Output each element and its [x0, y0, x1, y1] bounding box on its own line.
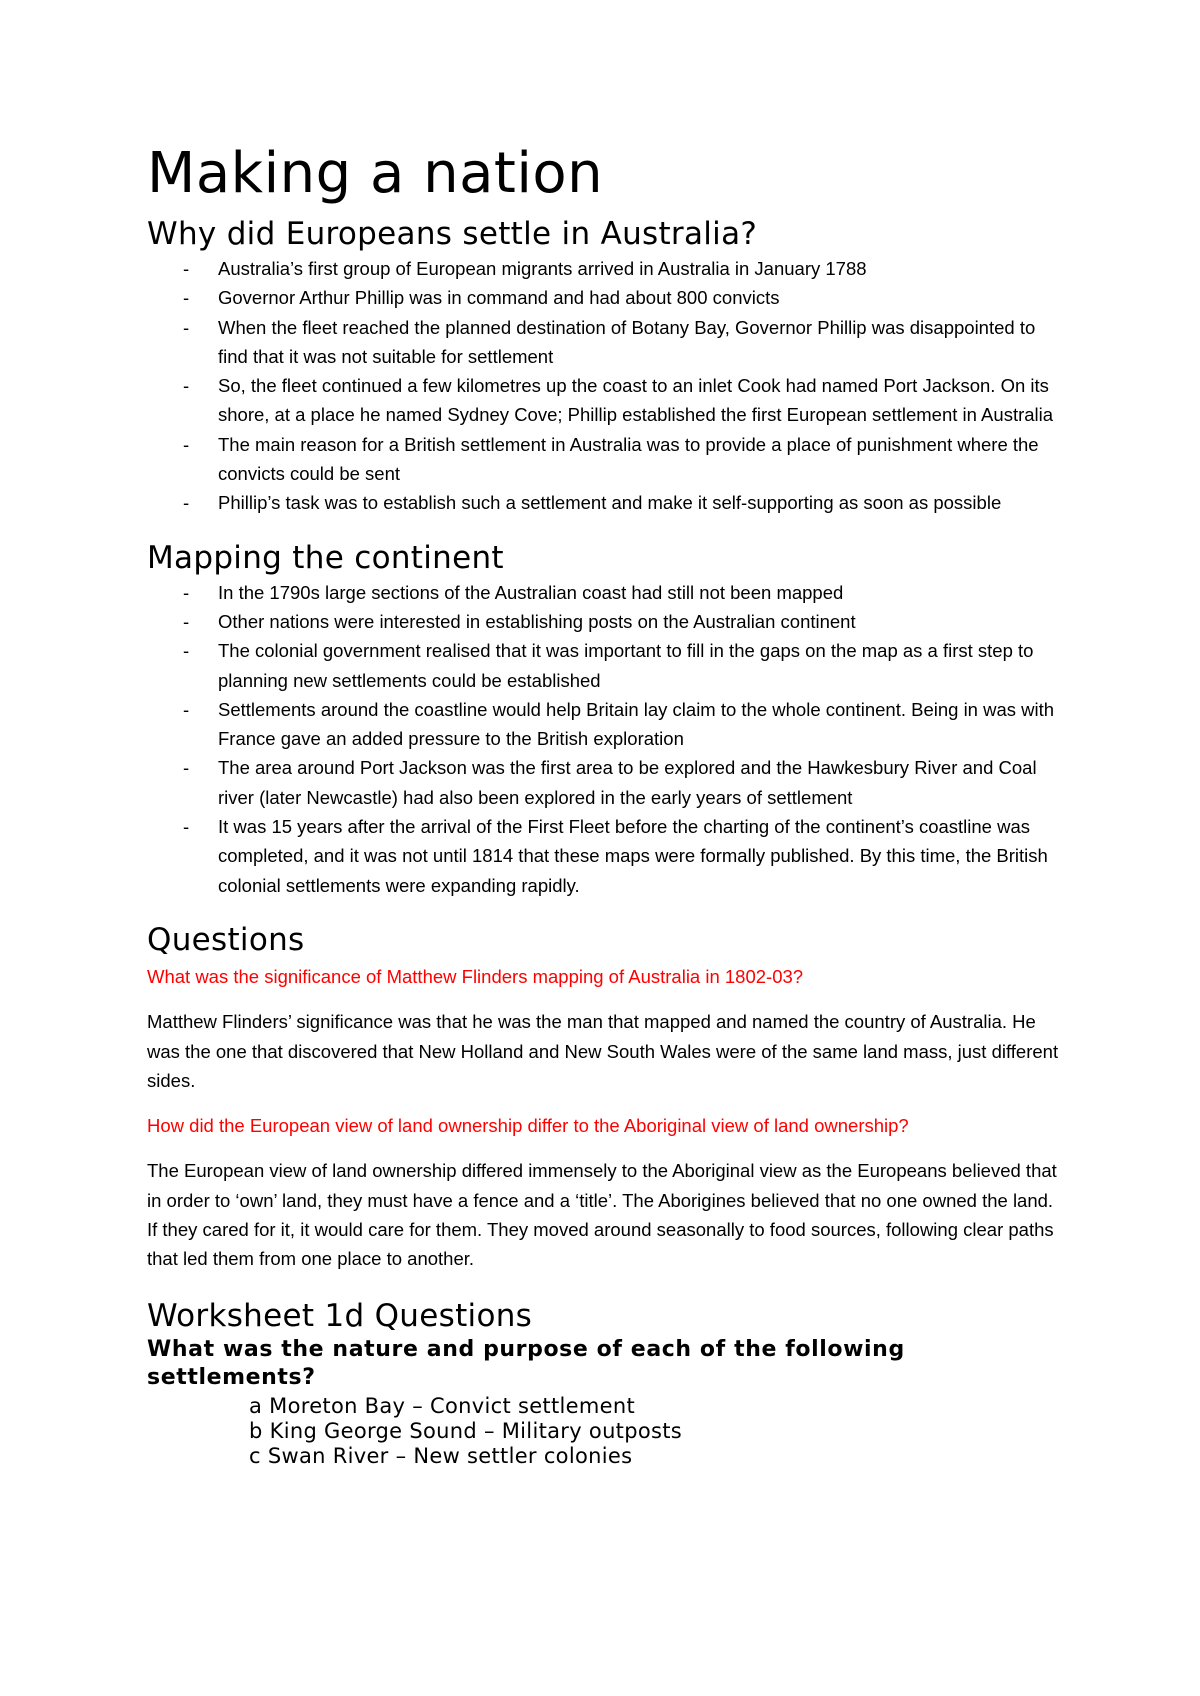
- answer-2: The European view of land ownership differed immensely to the Aboriginal view as the Europeans believed that in order to ‘own’ land, they must have a fence and a ‘title’. The Aborigines believed that no one owned the land. If they cared for it, it would care for them. They moved around seasonally to food sources, following clear paths that led them from one place to another.: [147, 1160, 1057, 1270]
- list-item: [249, 1394, 1067, 1419]
- list-item: - The area around Port Jackson was the first area to be explored and the Hawkesbury River and Coal river (later Newcastle) had also been explored in the early years of settlement: [147, 753, 1067, 812]
- settlement-list: [147, 254, 1067, 518]
- list-item: [249, 1444, 1067, 1469]
- item-text: Swan River – New settler colonies: [267, 1443, 633, 1468]
- question-2: How did the European view of land ownership differ to the Aboriginal view of land ownership?: [147, 1115, 909, 1137]
- list-item: - It was 15 years after the arrival of the First Fleet before the charting of the continent’s coastline was completed, and it was not until 1814 that these maps were formally published. By this time, the British colonial settlements were expanding rapidly.: [147, 812, 1067, 900]
- section-heading-questions: Questions: [147, 921, 305, 958]
- item-letter: c: [249, 1443, 261, 1468]
- item-letter: b: [249, 1418, 263, 1443]
- item-text: Moreton Bay – Convict settlement: [269, 1393, 635, 1418]
- list-item: - So, the fleet continued a few kilometres up the coast to an inlet Cook had named Port Jackson. On its shore, at a place he named Sydney Cove; Phillip established the first European settlement in Australia: [147, 371, 1067, 430]
- list-item: - The main reason for a British settlement in Australia was to provide a place of punishment where the convicts could be sent: [147, 430, 1067, 489]
- section-heading-settlement: Why did Europeans settle in Australia?: [147, 216, 758, 252]
- list-item: - Governor Arthur Phillip was in command and had about 800 convicts: [147, 283, 1067, 312]
- answer-1: Matthew Flinders’ significance was that he was the man that mapped and named the country of Australia. He was the one that discovered that New Holland and New South Wales were of the same land mass, just different sides.: [147, 1011, 1059, 1091]
- list-item: - Settlements around the coastline would help Britain lay claim to the whole continent. Being in was with France gave an added pressure to the British exploration: [147, 695, 1067, 754]
- list-item: - Phillip’s task was to establish such a settlement and make it self-supporting as soon as possible: [147, 488, 1067, 517]
- document-page: [147, 140, 1067, 1469]
- section-heading-worksheet: Worksheet 1d Questions: [147, 1297, 533, 1334]
- settlement-types-list: [249, 1394, 1067, 1469]
- list-item: - The colonial government realised that it was important to fill in the gaps on the map as a first step to planning new settlements could be established: [147, 636, 1067, 695]
- worksheet-subheading: What was the nature and purpose of each of the following settlements?: [147, 1336, 905, 1390]
- item-text: King George Sound – Military outposts: [269, 1418, 683, 1443]
- question-1: What was the significance of Matthew Flinders mapping of Australia in 1802-03?: [147, 965, 804, 987]
- item-letter: a: [249, 1393, 263, 1418]
- list-item: - In the 1790s large sections of the Australian coast had still not been mapped: [147, 578, 1067, 607]
- list-item: - Other nations were interested in establishing posts on the Australian continent: [147, 607, 1067, 636]
- page-title: Making a nation: [147, 141, 604, 206]
- list-item: [249, 1419, 1067, 1444]
- section-heading-mapping: Mapping the continent: [147, 539, 504, 576]
- list-item: - When the fleet reached the planned destination of Botany Bay, Governor Phillip was disappointed to find that it was not suitable for settlement: [147, 313, 1067, 372]
- list-item: - Australia’s first group of European migrants arrived in Australia in January 1788: [147, 254, 1067, 283]
- mapping-list: [147, 578, 1067, 900]
